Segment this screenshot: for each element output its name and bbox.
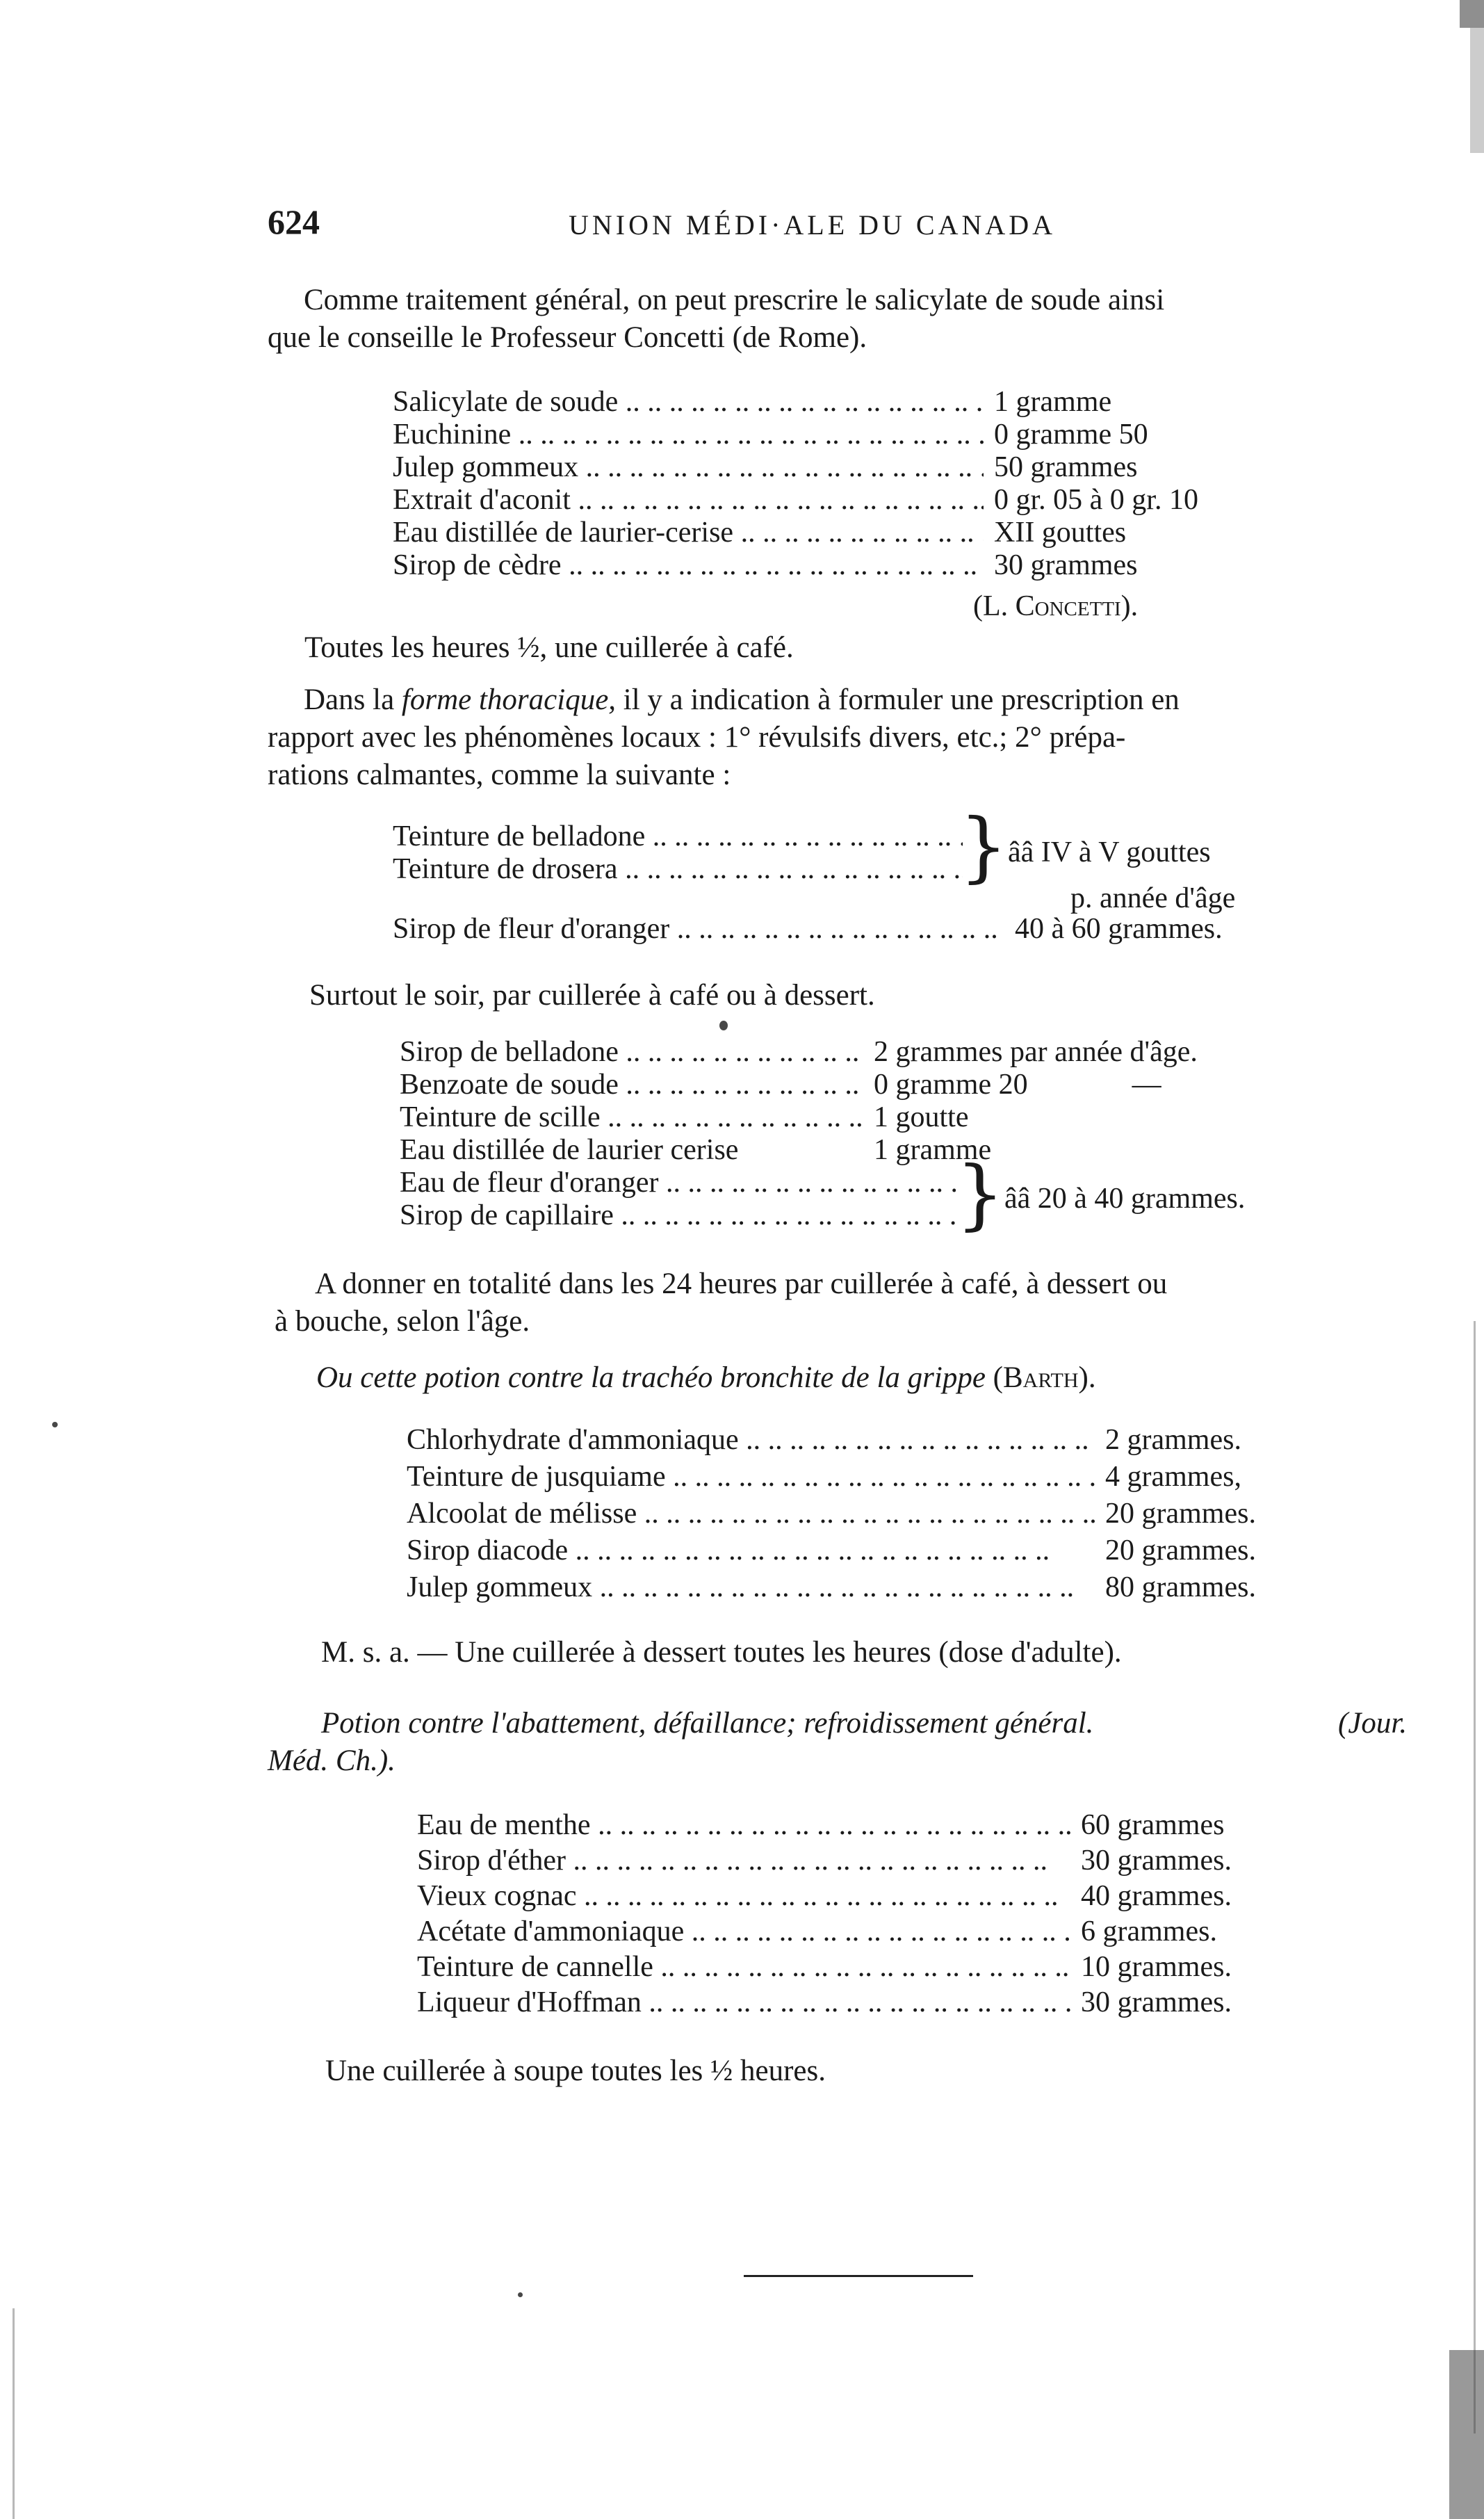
rx-ingredient: Salicylate de soude .. .. bbox=[393, 386, 984, 419]
brace-dose: ââ IV à V gouttes bbox=[1008, 836, 1211, 868]
rx-line bbox=[393, 913, 1223, 946]
rx-dose: 1 gramme bbox=[994, 386, 1112, 418]
rx-line bbox=[407, 1496, 1256, 1532]
rx-line bbox=[393, 451, 1198, 484]
brace-symbol: } bbox=[956, 1149, 1004, 1238]
potion-heading-line-1 bbox=[268, 1705, 1421, 1742]
rx-ingredient: Euchinine .. .. bbox=[393, 419, 984, 451]
rx-dose: 40 à 60 grammes. bbox=[1015, 913, 1223, 945]
dosage-note-1: Toutes les heures ½, une cuillerée à café. bbox=[304, 631, 794, 664]
rx-dose: 30 grammes. bbox=[1081, 1845, 1232, 1877]
rx-line bbox=[393, 853, 963, 886]
potion-heading bbox=[268, 1705, 1421, 1780]
rx-line bbox=[393, 549, 1198, 582]
intro-line-1: Comme traitement général, on peut prescrire le salicylate de soude ainsi bbox=[304, 284, 1165, 316]
rx-dose: 1 goutte bbox=[874, 1101, 969, 1133]
scan-artifact bbox=[1449, 2350, 1484, 2519]
signature-concetti: (L. Concetti). bbox=[973, 590, 1139, 622]
rx-ingredient: Sirop de cèdre .. .. bbox=[393, 549, 984, 582]
rx-ingredient: Extrait d'aconit .. .. bbox=[393, 484, 984, 517]
rx-line bbox=[393, 386, 1198, 419]
rx-dose: 60 grammes bbox=[1081, 1809, 1225, 1841]
dosage-note-2: Surtout le soir, par cuillerée à café ou à dessert. bbox=[309, 979, 875, 1012]
scan-artifact bbox=[1474, 1321, 1476, 2433]
rx-ingredient: Sirop diacode .. .. bbox=[407, 1532, 1095, 1569]
barth-text: Ou cette potion contre la trachéo bronchite de la grippe bbox=[316, 1361, 986, 1394]
rx-dose: 0 gramme 50 bbox=[994, 419, 1148, 451]
rx-ingredient: Teinture de belladone .. .. bbox=[393, 820, 963, 853]
rx-ingredient: Eau distillée de laurier cerise bbox=[400, 1134, 739, 1166]
administration-paragraph bbox=[275, 1265, 1414, 1341]
rx-ingredient: Sirop de capillaire .. .. bbox=[400, 1199, 956, 1232]
brace-dose: ââ 20 à 40 grammes. bbox=[1004, 1183, 1246, 1215]
section-rule bbox=[744, 2275, 973, 2277]
rx-line bbox=[407, 1422, 1256, 1459]
thoracic-line-2: rapport avec les phénomènes locaux : 1° révulsifs divers, etc.; 2° prépa- bbox=[268, 721, 1126, 754]
prescription-potion bbox=[417, 1808, 1232, 2020]
barth-line bbox=[316, 1359, 1096, 1397]
rx-ingredient: Vieux cognac .. .. bbox=[417, 1879, 1070, 1914]
potion-title: Potion contre l'abattement, défaillance; refroidissement général. bbox=[321, 1707, 1094, 1740]
thoracic-line-1 bbox=[268, 681, 1408, 719]
rx-dose: 40 grammes. bbox=[1081, 1880, 1232, 1912]
scan-artifact bbox=[13, 2308, 15, 2519]
intro-paragraph bbox=[268, 282, 1408, 357]
rx-ingredient: Eau de fleur d'oranger .. .. bbox=[400, 1167, 956, 1199]
scan-artifact bbox=[518, 2292, 523, 2297]
potion-source-cont: Méd. Ch.). bbox=[268, 1744, 396, 1777]
rx-ingredient: Acétate d'ammoniaque .. .. bbox=[417, 1914, 1070, 1950]
intro-line-2: que le conseille le Professeur Concetti (de Rome). bbox=[268, 321, 867, 354]
rx-ingredient: Teinture de scille .. .. bbox=[400, 1101, 865, 1134]
prescription-concetti bbox=[393, 386, 1198, 582]
rx-dose: XII gouttes bbox=[994, 517, 1127, 549]
rx-line bbox=[393, 419, 1198, 451]
dosage-note-4: M. s. a. — Une cuillerée à dessert toutes les heures (dose d'adulte). bbox=[321, 1636, 1122, 1669]
brace-symbol: } bbox=[959, 802, 1008, 891]
rx-dose: 2 grammes. bbox=[1105, 1424, 1241, 1456]
thoracic-text: il y a indication à formuler une prescription en bbox=[616, 683, 1180, 716]
thoracic-text: Dans la bbox=[304, 683, 402, 716]
rx-ingredient: Benzoate de soude .. .. bbox=[400, 1069, 865, 1101]
rx-line bbox=[417, 1843, 1232, 1879]
rx-line bbox=[393, 484, 1198, 517]
rx-line bbox=[400, 1134, 1198, 1167]
rx-line bbox=[407, 1459, 1256, 1496]
scan-artifact bbox=[1470, 28, 1484, 153]
rx-line bbox=[407, 1569, 1256, 1606]
rx-ingredient: Chlorhydrate d'ammoniaque .. .. bbox=[407, 1422, 1095, 1459]
rx-dose: 50 grammes bbox=[994, 451, 1138, 483]
prescription-belladone-group bbox=[393, 820, 963, 886]
prescription-oranger bbox=[393, 913, 1223, 946]
thoracic-line-3: rations calmantes, comme la suivante : bbox=[268, 759, 731, 791]
rx-line bbox=[417, 1808, 1232, 1843]
rx-dose: 2 grammes par année d'âge. bbox=[874, 1036, 1198, 1068]
rx-ingredient: Julep gommeux .. .. bbox=[393, 451, 984, 484]
rx-ingredient: Teinture de cannelle .. .. bbox=[417, 1950, 1070, 1985]
rx-line bbox=[400, 1101, 1198, 1134]
scan-artifact bbox=[1460, 0, 1484, 28]
ditto-mark: — bbox=[1132, 1069, 1161, 1101]
page-number: 624 bbox=[268, 202, 320, 241]
rx-line bbox=[417, 1914, 1232, 1950]
rx-ingredient: Sirop de fleur d'oranger .. .. bbox=[393, 913, 1004, 946]
rx-line bbox=[400, 1036, 1198, 1069]
rx-line bbox=[417, 1985, 1232, 2020]
rx-ingredient: Sirop d'éther .. .. bbox=[417, 1843, 1070, 1879]
scan-artifact bbox=[52, 1422, 58, 1427]
rx-ingredient: Julep gommeux .. .. bbox=[407, 1569, 1095, 1606]
dose-note: p. année d'âge bbox=[1070, 882, 1236, 914]
potion-heading-line-2 bbox=[268, 1742, 1421, 1780]
rx-line bbox=[417, 1950, 1232, 1985]
rx-ingredient: Teinture de drosera .. .. bbox=[393, 853, 963, 886]
rx-ingredient: Eau distillée de laurier-cerise .. .. bbox=[393, 517, 984, 549]
rx-ingredient: Eau de menthe .. .. bbox=[417, 1808, 1070, 1843]
rx-dose: 10 grammes. bbox=[1081, 1951, 1232, 1983]
rx-line bbox=[393, 517, 1198, 549]
rx-ingredient: Alcoolat de mélisse .. .. bbox=[407, 1496, 1095, 1532]
rx-line bbox=[417, 1879, 1232, 1914]
rx-dose: 30 grammes bbox=[994, 549, 1138, 581]
rx-line bbox=[407, 1532, 1256, 1569]
rx-ingredient: Liqueur d'Hoffman .. .. bbox=[417, 1985, 1070, 2020]
rx-dose: 0 gramme 20 bbox=[874, 1069, 1028, 1101]
thoracic-paragraph bbox=[268, 681, 1408, 794]
rx-dose: 20 grammes. bbox=[1105, 1498, 1256, 1530]
potion-source: (Jour. bbox=[1338, 1707, 1408, 1740]
signature-barth: (Barth). bbox=[993, 1361, 1096, 1394]
rx-dose: 20 grammes. bbox=[1105, 1534, 1256, 1566]
rx-dose: 0 gr. 05 à 0 gr. 10 bbox=[994, 484, 1198, 516]
rx-dose: 80 grammes. bbox=[1105, 1571, 1256, 1603]
rx-dose: 1 gramme bbox=[874, 1134, 992, 1166]
rx-dose: 30 grammes. bbox=[1081, 1986, 1232, 2018]
rx-dose: 4 grammes, bbox=[1105, 1461, 1241, 1493]
scan-artifact bbox=[719, 1021, 728, 1030]
administration-line-1: A donner en totalité dans les 24 heures par cuillerée à café, à dessert ou bbox=[315, 1267, 1168, 1300]
journal-title: UNION MÉDI·ALE DU CANADA bbox=[569, 209, 1057, 241]
administration-line-2: à bouche, selon l'âge. bbox=[275, 1305, 530, 1338]
rx-line bbox=[393, 820, 963, 853]
rx-ingredient: Teinture de jusquiame .. .. bbox=[407, 1459, 1095, 1496]
rx-ingredient: Sirop de belladone .. .. bbox=[400, 1036, 865, 1069]
thoracic-emphasis: forme thoracique, bbox=[401, 683, 617, 716]
dosage-note-5: Une cuillerée à soupe toutes les ½ heures. bbox=[325, 2055, 826, 2087]
rx-line bbox=[400, 1069, 1198, 1101]
rx-dose: 6 grammes. bbox=[1081, 1915, 1217, 1947]
prescription-barth bbox=[407, 1422, 1256, 1606]
